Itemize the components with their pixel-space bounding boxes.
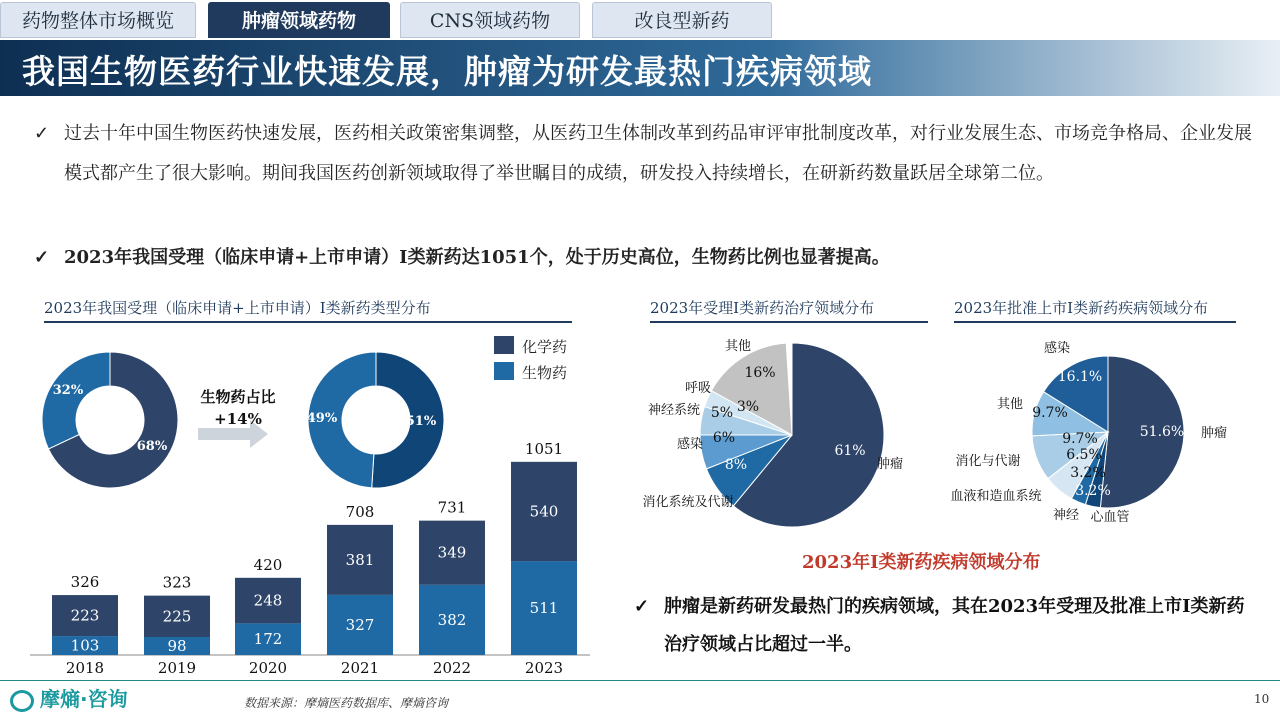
pie2-value-1: 3.2% xyxy=(1075,483,1111,499)
pie1-label-2: 感染 xyxy=(676,437,704,452)
bar-label-bio-2023: 511 xyxy=(529,599,559,618)
bar-total-2022: 731 xyxy=(437,498,467,517)
bullet-2-text: 2023年我国受理（临床申请+上市申请）I类新药达1051个，处于历史高位，生物药比例也显著提高。 xyxy=(64,247,890,268)
check-icon: ✓ xyxy=(34,247,50,268)
pie1-label-5: 其他 xyxy=(724,339,752,354)
logo-icon xyxy=(10,690,34,712)
pie2-label-0: 肿瘤 xyxy=(1200,426,1228,441)
data-source: 数据来源：摩熵医药数据库、摩熵咨询 xyxy=(244,696,449,710)
panel-left-title: 2023年我国受理（临床申请+上市申请）I类新药类型分布 xyxy=(44,297,572,323)
pie2-label-5: 其他 xyxy=(996,397,1024,412)
chart-legend xyxy=(494,336,567,382)
x-tick-2021: 2021 xyxy=(340,659,380,677)
bar-label-chem-2018: 223 xyxy=(70,606,100,625)
page-title: 我国生物医药行业快速发展，肿瘤为研发最热门疾病领域 xyxy=(22,52,872,91)
donut-label-0: 68% xyxy=(136,439,168,454)
donut-label-1: 49% xyxy=(306,411,338,426)
x-tick-2020: 2020 xyxy=(248,659,288,677)
bar-label-bio-2019: 98 xyxy=(167,636,187,655)
pie1-label-4: 呼吸 xyxy=(684,381,712,396)
x-tick-2023: 2023 xyxy=(524,659,564,677)
x-tick-2022: 2022 xyxy=(432,659,472,677)
tab-market-overview[interactable]: 药物整体市场概览 xyxy=(0,2,196,38)
donut-2018 xyxy=(42,352,178,488)
bar-label-chem-2023: 540 xyxy=(529,502,559,521)
pie2-label-4: 消化与代谢 xyxy=(955,454,1021,469)
legend-label-chemical: 化学药 xyxy=(522,338,568,356)
growth-arrow xyxy=(198,388,276,448)
pie2-value-5: 9.7% xyxy=(1032,405,1068,421)
logo-text: 摩熵·咨询 xyxy=(40,687,128,711)
bar-label-chem-2019: 225 xyxy=(162,607,192,626)
bar-total-2023: 1051 xyxy=(524,439,564,458)
bar-label-chem-2020: 248 xyxy=(253,591,283,610)
pie1-label-1: 消化系统及代谢 xyxy=(642,495,734,510)
pie1-value-0: 61% xyxy=(834,443,866,459)
pie1-value-5: 16% xyxy=(744,365,776,381)
bullet-3-text: 肿瘤是新药研发最热门的疾病领域，其在2023年受理及批准上市I类新药治疗领域占比超过一半。 xyxy=(664,596,1245,655)
pie-caption: 2023年I类新药疾病领域分布 xyxy=(802,552,1041,573)
bar-total-2020: 420 xyxy=(253,555,283,574)
pie2-value-3: 6.5% xyxy=(1066,447,1102,463)
pie1-value-3: 5% xyxy=(710,405,734,421)
x-tick-2018: 2018 xyxy=(65,659,105,677)
footer-divider xyxy=(0,680,1280,681)
donut-label-0: 51% xyxy=(405,414,437,429)
pie2-value-4: 9.7% xyxy=(1062,431,1098,447)
bar-label-bio-2021: 327 xyxy=(345,615,375,634)
pie2-label-1: 心血管 xyxy=(1090,510,1130,525)
pie1-value-2: 6% xyxy=(712,430,736,446)
x-tick-2019: 2019 xyxy=(157,659,197,677)
pie1-label-0: 肿瘤 xyxy=(876,457,904,472)
bar-label-chem-2022: 349 xyxy=(437,543,467,562)
bullet-1-text: 过去十年中国生物医药快速发展，医药相关政策密集调整，从医药卫生体制改革到药品审评审批制度改革，对行业发展生态、市场竞争格局、企业发展模式都产生了很大影响。期间我国医药创新领域取得了举世瞩目的成绩，研发投入持续增长，在研新药数量跃居全球第二位。 xyxy=(64,123,1252,184)
tab-improved-drugs[interactable]: 改良型新药 xyxy=(592,2,772,38)
tab-oncology[interactable]: 肿瘤领域药物 xyxy=(208,2,390,38)
check-icon: ✓ xyxy=(634,596,650,617)
pie2-label-6: 感染 xyxy=(1043,341,1071,356)
arrow-label-2: +14% xyxy=(214,410,262,428)
page-number: 10 xyxy=(1254,692,1270,706)
brand-logo xyxy=(10,684,128,714)
pie2-value-2: 3.2% xyxy=(1070,465,1106,481)
pie1-value-4: 3% xyxy=(736,399,760,415)
bar-label-bio-2020: 172 xyxy=(253,630,283,649)
donut-2023 xyxy=(307,352,444,488)
bar-total-2021: 708 xyxy=(345,502,375,521)
bar-label-bio-2018: 103 xyxy=(70,636,100,655)
panel-mid-title: 2023年受理I类新药治疗领域分布 xyxy=(650,297,928,323)
legend-swatch-bio xyxy=(494,362,514,380)
pie-approved-2023 xyxy=(950,340,1227,525)
legend-swatch-chemical xyxy=(494,336,514,354)
bar-total-2019: 323 xyxy=(162,573,192,592)
pie2-label-3: 血液和造血系统 xyxy=(950,489,1042,504)
legend-label-bio: 生物药 xyxy=(522,364,568,382)
panel-right-title: 2023年批准上市I类新药疾病领域分布 xyxy=(954,297,1236,323)
bar-total-2018: 326 xyxy=(70,573,100,592)
pie2-value-6: 16.1% xyxy=(1057,369,1103,385)
donut-label-1: 32% xyxy=(52,383,84,398)
bar-label-chem-2021: 381 xyxy=(345,550,375,569)
bullet-3 xyxy=(634,588,1254,664)
pie-accepted-2023 xyxy=(642,338,903,527)
donut-slice-1 xyxy=(42,352,110,449)
pie1-value-1: 8% xyxy=(724,457,748,473)
arrow-label-1: 生物药占比 xyxy=(200,388,276,406)
tab-cns[interactable]: CNS领域药物 xyxy=(400,2,580,38)
pie2-value-0: 51.6% xyxy=(1139,424,1185,440)
pie1-label-3: 神经系统 xyxy=(647,403,701,418)
bar-label-bio-2022: 382 xyxy=(437,610,467,629)
pie2-label-2: 神经 xyxy=(1052,508,1080,523)
check-icon: ✓ xyxy=(34,123,50,144)
